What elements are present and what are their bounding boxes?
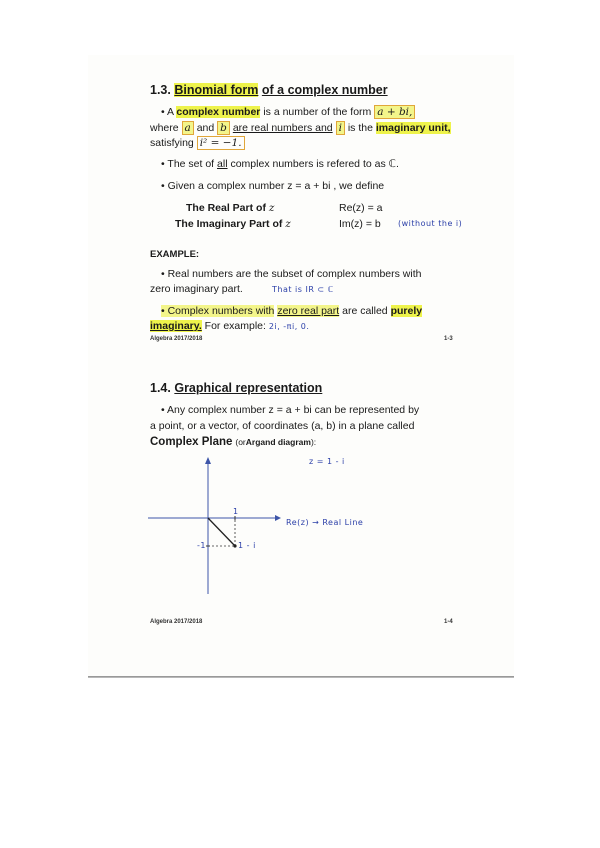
para-definition-line2 — [150, 122, 451, 135]
bullet-given-complex — [161, 180, 384, 193]
term-argand-diagram: Argand diagram — [245, 437, 311, 447]
text-all: all — [217, 158, 228, 170]
imag-part-row — [175, 218, 291, 231]
imag-part-def: Im(z) = b — [339, 218, 381, 230]
text-run: • Complex numbers with — [161, 305, 275, 317]
vector-z — [208, 518, 235, 546]
text-run: are called — [342, 305, 388, 317]
term-complex-number: complex number — [176, 106, 261, 118]
heading-number: 1.3. — [150, 83, 171, 97]
heading-number: 1.4. — [150, 381, 171, 395]
real-part-row — [186, 202, 274, 215]
text-run: • The set of — [161, 158, 215, 170]
formula-i-squared: i² = −1. — [197, 136, 245, 150]
text-run: where — [150, 122, 179, 134]
section-heading-1-4 — [150, 381, 322, 395]
term-imaginary: imaginary. — [150, 320, 202, 332]
handwritten-without-i: (without the i) — [398, 219, 463, 228]
imag-part-label: The Imaginary Part of — [175, 218, 283, 230]
text-run: zero imaginary part. — [150, 283, 243, 295]
example-heading: EXAMPLE: — [150, 249, 200, 260]
handwritten-examples: 2i, -πi, 0. — [268, 322, 310, 331]
section-heading-1-3 — [150, 83, 388, 97]
footer-left-1-4: Algebra 2017/2018 — [150, 619, 203, 625]
var-b: b — [217, 121, 230, 135]
var-a: a — [182, 121, 194, 135]
graph-para-line2: a point, or a vector, of coordinates (a, b) in a plane called — [150, 420, 415, 432]
imaginary-axis-arrow — [205, 457, 211, 464]
text-run: complex numbers is refered to as ℂ. — [230, 158, 399, 170]
example-2-line1 — [161, 305, 422, 318]
text-run: • A — [161, 106, 174, 118]
term-imaginary-unit: imaginary unit, — [375, 122, 451, 134]
example-1-line2 — [150, 283, 243, 296]
heading-rest: of a complex number — [261, 83, 388, 97]
text-run: is the — [347, 122, 373, 134]
term-complex-plane: Complex Plane — [150, 436, 233, 448]
graph-para-line3 — [150, 436, 316, 449]
term-purely: purely — [390, 305, 423, 317]
text-run: is a number of the form — [263, 106, 372, 118]
var-z: z — [285, 218, 291, 230]
real-axis-arrow — [275, 515, 281, 521]
text-run: For example: — [204, 320, 266, 332]
handwritten-z-equals: z = 1 - i — [309, 457, 345, 466]
para-definition-line1 — [161, 106, 415, 119]
graph-para-line1: • Any complex number z = a + bi can be represented by — [161, 404, 420, 416]
var-i: i — [336, 121, 345, 135]
footer-right-1-4: 1-4 — [444, 619, 453, 625]
text-run: satisfying — [150, 137, 194, 149]
text-run: and — [196, 122, 215, 134]
handwritten-real-line: Re(z) → Real Line — [286, 518, 364, 527]
formula-a-plus-bi: a + bi, — [374, 105, 415, 119]
label-point-z: 1 - i — [238, 541, 256, 550]
handwritten-that-is: That is IR ⊂ ℂ — [272, 285, 334, 294]
heading-rest: Graphical representation — [174, 381, 323, 395]
real-part-label: The Real Part of — [186, 202, 266, 214]
label-tick-minus1: -1 — [197, 541, 206, 550]
para-definition-line3 — [150, 137, 245, 150]
var-z: z — [268, 202, 275, 214]
page-edge-divider — [88, 676, 514, 678]
footer-right-1-3: 1-3 — [444, 336, 453, 342]
text-run: ): — [310, 437, 317, 447]
example-1-line1: • Real numbers are the subset of complex numbers with — [161, 268, 422, 280]
bullet-set-of-complex — [161, 158, 399, 171]
argand-diagram — [140, 450, 410, 605]
example-2-line2 — [150, 320, 309, 333]
term-zero-real-part: zero real part — [277, 305, 340, 317]
heading-highlight: Binomial form — [174, 83, 259, 97]
real-part-def: Re(z) = a — [339, 202, 383, 214]
label-tick-1: 1 — [233, 507, 239, 516]
point-z — [233, 544, 236, 547]
text-run: • Given a complex number z = a + bi , we define — [161, 180, 385, 192]
footer-left-1-3: Algebra 2017/2018 — [150, 336, 203, 342]
text-run: are real numbers and — [232, 122, 333, 134]
text-run: (or — [235, 437, 246, 447]
